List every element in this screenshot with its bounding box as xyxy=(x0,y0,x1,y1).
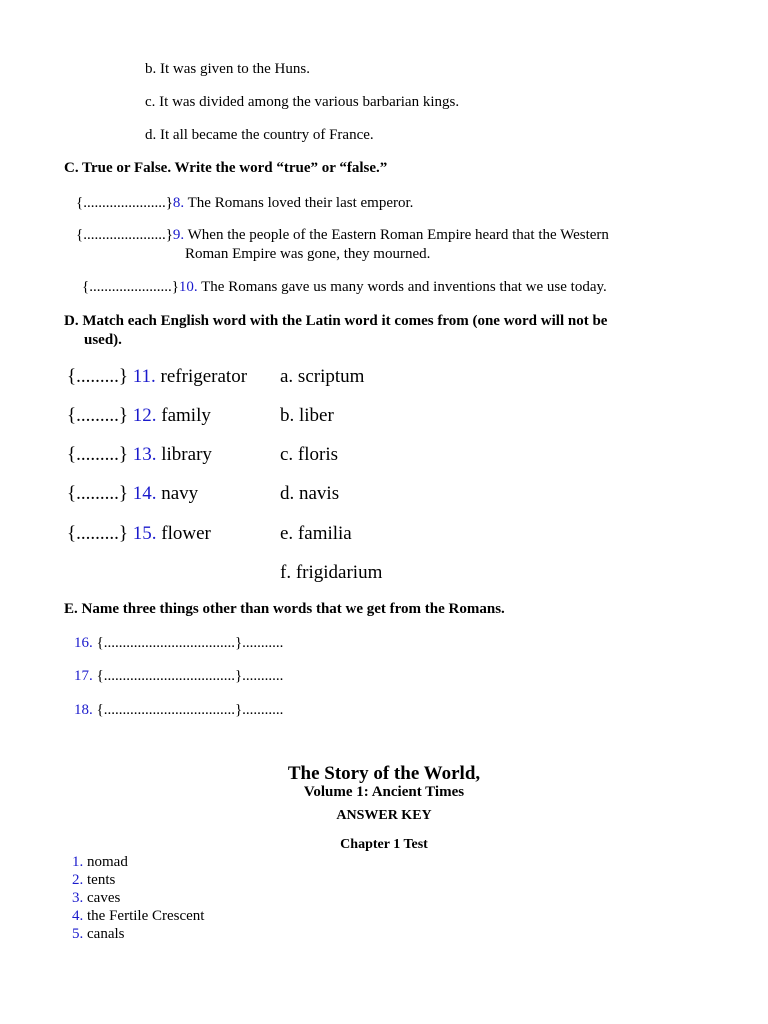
list-item xyxy=(72,871,204,889)
answer-number: 2. xyxy=(72,872,84,888)
option-c: c. It was divided among the various barbarian kings. xyxy=(145,94,460,110)
answer-text: caves xyxy=(83,890,121,906)
answer-text: canals xyxy=(83,926,125,942)
question-number: 10. xyxy=(178,279,198,295)
latin-word-a: a. scriptum xyxy=(280,366,365,387)
match-item-14 xyxy=(67,482,198,506)
question-number: 18. xyxy=(74,702,93,718)
question-number: 16. xyxy=(74,635,93,651)
question-text: The Romans loved their last emperor. xyxy=(184,195,414,211)
answer-blank[interactable]: {......................} xyxy=(76,227,173,243)
match-item-15 xyxy=(67,522,211,546)
answer-blank[interactable]: {...................................}........... xyxy=(92,635,284,651)
answer-text: the Fertile Crescent xyxy=(83,908,205,924)
question-number: 14. xyxy=(132,483,157,504)
answer-text: nomad xyxy=(83,854,128,870)
question-number: 17. xyxy=(74,668,93,684)
answer-blank[interactable]: {......................} xyxy=(82,279,179,295)
answer-blank[interactable]: {.........} xyxy=(67,483,128,504)
answer-text: tents xyxy=(83,872,116,888)
list-item xyxy=(72,925,204,943)
answer-key-subtitle: Volume 1: Ancient Times xyxy=(303,784,465,800)
question-9 xyxy=(76,226,609,245)
question-8 xyxy=(76,194,413,213)
latin-word-d: d. navis xyxy=(280,483,340,504)
english-word: refrigerator xyxy=(155,366,248,387)
question-number: 8. xyxy=(172,195,185,211)
match-item-12 xyxy=(67,404,211,428)
latin-word-e: e. familia xyxy=(280,523,352,544)
answer-list xyxy=(72,853,204,943)
answer-blank[interactable]: {.........} xyxy=(67,523,128,544)
section-d-heading: D. Match each English word with the Latin word it comes from (one word will not be xyxy=(64,313,608,329)
answer-line-16 xyxy=(74,634,283,653)
answer-blank[interactable]: {.........} xyxy=(67,366,128,387)
english-word: flower xyxy=(156,523,211,544)
list-item xyxy=(72,907,204,925)
answer-blank[interactable]: {.........} xyxy=(67,444,128,465)
answer-blank[interactable]: {.........} xyxy=(67,405,128,426)
section-e-heading: E. Name three things other than words that we get from the Romans. xyxy=(64,601,505,617)
latin-word-c: c. floris xyxy=(280,444,339,465)
match-item-13 xyxy=(67,443,212,467)
section-c-heading: C. True or False. Write the word “true” or “false.” xyxy=(64,160,388,176)
answer-line-18 xyxy=(74,701,283,720)
answer-blank[interactable]: {......................} xyxy=(76,195,173,211)
option-d: d. It all became the country of France. xyxy=(145,127,374,143)
question-number: 15. xyxy=(132,523,157,544)
answer-number: 5. xyxy=(72,926,84,942)
question-10 xyxy=(82,278,607,297)
question-number: 12. xyxy=(132,405,157,426)
answer-blank[interactable]: {...................................}........... xyxy=(92,702,284,718)
match-item-11 xyxy=(67,365,247,389)
answer-number: 3. xyxy=(72,890,84,906)
answer-number: 1. xyxy=(72,854,84,870)
question-number: 9. xyxy=(172,227,185,243)
answer-key-title: The Story of the World, xyxy=(287,763,481,784)
list-item xyxy=(72,853,204,871)
latin-word-b: b. liber xyxy=(280,405,334,426)
answer-line-17 xyxy=(74,667,283,686)
section-d-heading-cont: used). xyxy=(84,332,122,348)
option-b: b. It was given to the Huns. xyxy=(145,61,310,77)
question-text: When the people of the Eastern Roman Empire heard that the Western xyxy=(184,227,609,243)
english-word: family xyxy=(156,405,211,426)
english-word: navy xyxy=(156,483,199,504)
question-text: The Romans gave us many words and inventions that we use today. xyxy=(197,279,607,295)
english-word: library xyxy=(156,444,212,465)
chapter-heading: Chapter 1 Test xyxy=(340,837,428,852)
question-9-continued: Roman Empire was gone, they mourned. xyxy=(185,246,431,262)
question-number: 11. xyxy=(132,366,156,387)
question-number: 13. xyxy=(132,444,157,465)
answer-blank[interactable]: {...................................}........... xyxy=(92,668,284,684)
answer-number: 4. xyxy=(72,908,84,924)
answer-key-label: ANSWER KEY xyxy=(336,808,432,823)
latin-word-f: f. frigidarium xyxy=(280,562,383,583)
list-item xyxy=(72,889,204,907)
